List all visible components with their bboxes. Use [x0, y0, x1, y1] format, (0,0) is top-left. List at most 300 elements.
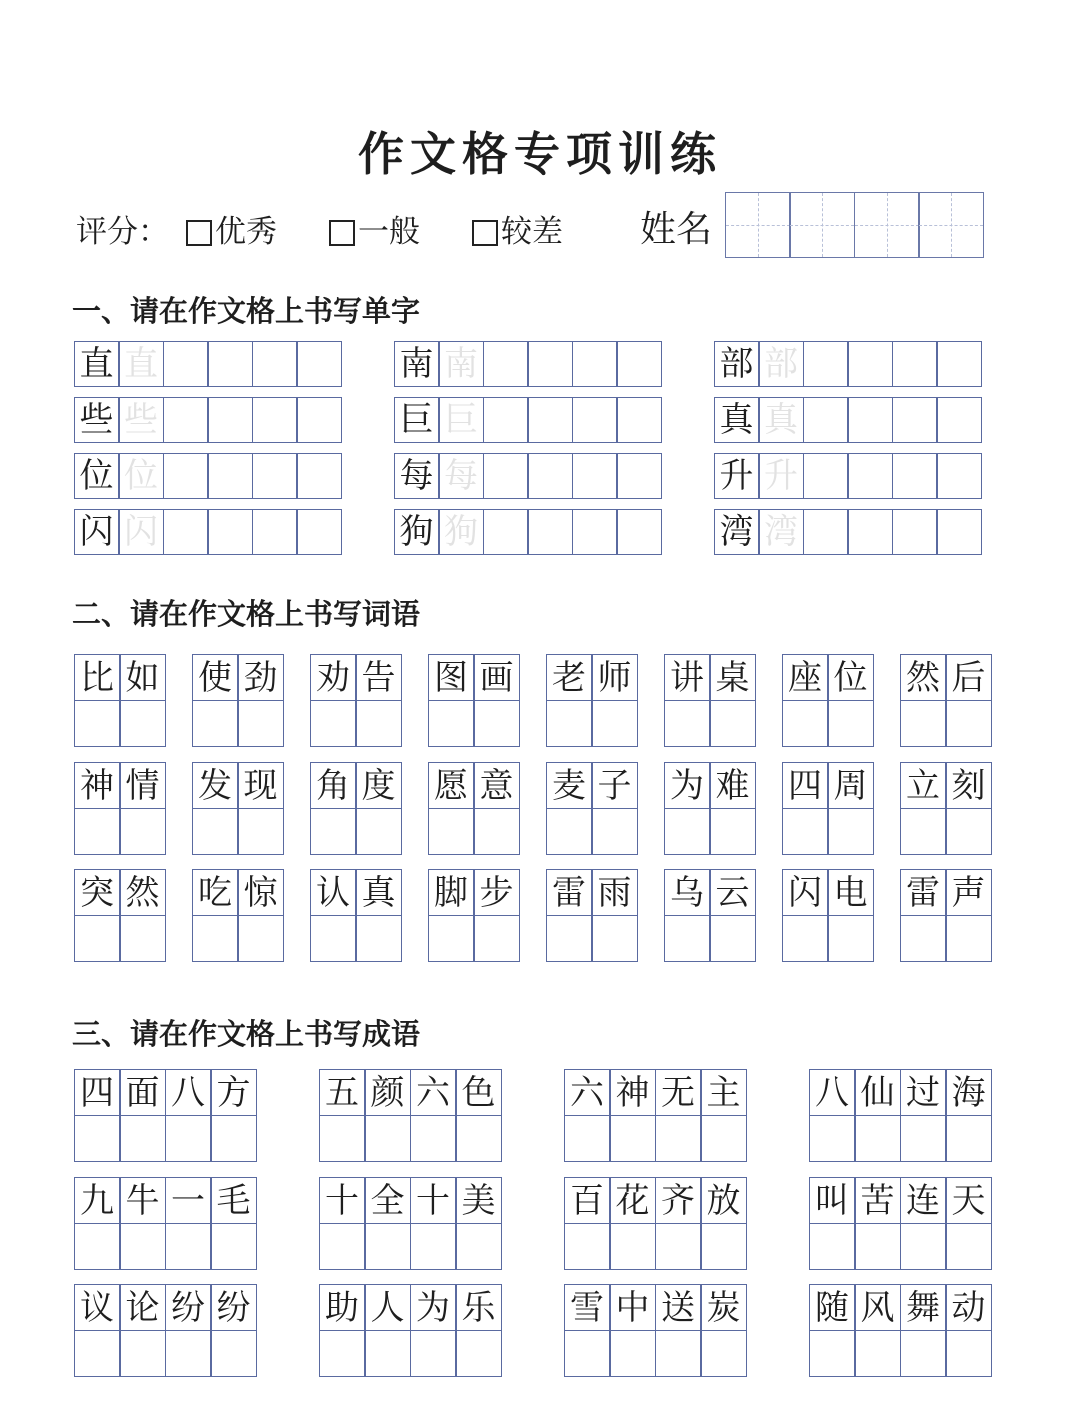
trace-char-cell[interactable]: 南: [438, 341, 484, 387]
word-char-cell: 角: [310, 762, 357, 809]
empty-writing-cell[interactable]: [572, 453, 618, 499]
word-char-cell: 位: [827, 654, 874, 701]
word-model-row: [311, 654, 402, 701]
idiom-grid: [565, 1284, 747, 1377]
idiom-char-cell: 中: [609, 1284, 656, 1331]
checkbox-icon[interactable]: [329, 220, 355, 246]
word-grid: [901, 654, 992, 747]
idiom-grid: [810, 1177, 992, 1270]
word-char-cell: 麦: [546, 762, 593, 809]
idiom-char-cell: 齐: [655, 1177, 702, 1224]
idiom-char-cell: 十: [319, 1177, 366, 1224]
word-char-cell: 电: [827, 869, 874, 916]
word-writing-row: [193, 915, 284, 962]
word-grid: [665, 654, 756, 747]
word-writing-row: [193, 808, 284, 855]
empty-writing-cell[interactable]: [192, 700, 239, 747]
idiom-char-cell: 面: [119, 1069, 166, 1116]
empty-writing-cell[interactable]: [664, 808, 711, 855]
word-char-cell: 脚: [428, 869, 475, 916]
section-title: 三、请在作文格上书写成语: [72, 1017, 421, 1051]
char-practice-row: [715, 341, 982, 387]
empty-writing-cell[interactable]: [237, 700, 284, 747]
word-char-cell: 发: [192, 762, 239, 809]
empty-writing-cell[interactable]: [527, 453, 573, 499]
word-writing-row: [311, 915, 402, 962]
empty-writing-cell[interactable]: [945, 1330, 992, 1377]
word-writing-row: [901, 915, 992, 962]
idiom-model-row: [75, 1069, 257, 1116]
word-char-cell: 立: [900, 762, 947, 809]
word-model-row: [311, 869, 402, 916]
idiom-model-row: [320, 1177, 502, 1224]
word-model-row: [665, 869, 756, 916]
empty-writing-cell[interactable]: [564, 1115, 611, 1162]
empty-writing-cell[interactable]: [572, 341, 618, 387]
idiom-char-cell: 神: [609, 1069, 656, 1116]
model-char-cell: 直: [74, 341, 120, 387]
word-char-cell: 认: [310, 869, 357, 916]
idiom-model-row: [565, 1284, 747, 1331]
idiom-char-cell: 八: [809, 1069, 856, 1116]
idiom-writing-row: [810, 1223, 992, 1270]
checkbox-icon[interactable]: [472, 220, 498, 246]
empty-writing-cell[interactable]: [827, 915, 874, 962]
empty-writing-cell[interactable]: [163, 509, 209, 555]
idiom-model-row: [565, 1177, 747, 1224]
empty-writing-cell[interactable]: [572, 509, 618, 555]
empty-writing-cell[interactable]: [483, 397, 529, 443]
word-char-cell: 后: [945, 654, 992, 701]
empty-writing-cell[interactable]: [847, 453, 893, 499]
word-model-row: [311, 762, 402, 809]
word-writing-row: [547, 808, 638, 855]
empty-writing-cell[interactable]: [655, 1330, 702, 1377]
word-writing-row: [429, 808, 520, 855]
empty-writing-cell[interactable]: [119, 808, 166, 855]
empty-writing-cell[interactable]: [709, 915, 756, 962]
empty-writing-cell[interactable]: [616, 453, 662, 499]
word-grid: [75, 869, 166, 962]
model-char-cell: 湾: [714, 509, 760, 555]
idiom-writing-row: [320, 1330, 502, 1377]
word-char-cell: 劝: [310, 654, 357, 701]
idiom-writing-row: [320, 1115, 502, 1162]
empty-writing-cell[interactable]: [572, 397, 618, 443]
idiom-grid: [75, 1177, 257, 1270]
section-title: 一、请在作文格上书写单字: [72, 294, 421, 328]
word-writing-row: [665, 700, 756, 747]
word-model-row: [783, 869, 874, 916]
name-cell[interactable]: [725, 192, 791, 258]
empty-writing-cell[interactable]: [527, 397, 573, 443]
empty-writing-cell[interactable]: [892, 453, 938, 499]
empty-writing-cell[interactable]: [564, 1223, 611, 1270]
word-model-row: [429, 762, 520, 809]
word-writing-row: [665, 808, 756, 855]
word-grid: [547, 762, 638, 855]
empty-writing-cell[interactable]: [900, 700, 947, 747]
name-label: 姓名: [640, 209, 713, 250]
empty-writing-cell[interactable]: [355, 808, 402, 855]
empty-writing-cell[interactable]: [709, 808, 756, 855]
empty-writing-cell[interactable]: [74, 1330, 121, 1377]
idiom-char-cell: 连: [900, 1177, 947, 1224]
word-grid: [429, 762, 520, 855]
empty-writing-cell[interactable]: [854, 1330, 901, 1377]
empty-writing-cell[interactable]: [192, 808, 239, 855]
section-title: 二、请在作文格上书写词语: [72, 597, 421, 631]
empty-writing-cell[interactable]: [119, 915, 166, 962]
empty-writing-cell[interactable]: [410, 1115, 457, 1162]
empty-writing-cell[interactable]: [163, 453, 209, 499]
empty-writing-cell[interactable]: [900, 808, 947, 855]
idiom-grid: [320, 1284, 502, 1377]
trace-char-cell[interactable]: 位: [118, 453, 164, 499]
empty-writing-cell[interactable]: [782, 808, 829, 855]
empty-writing-cell[interactable]: [616, 509, 662, 555]
trace-char-cell[interactable]: 湾: [758, 509, 804, 555]
empty-writing-cell[interactable]: [546, 915, 593, 962]
word-writing-row: [75, 915, 166, 962]
empty-writing-cell[interactable]: [252, 509, 298, 555]
empty-writing-cell[interactable]: [945, 808, 992, 855]
empty-writing-cell[interactable]: [854, 1223, 901, 1270]
empty-writing-cell[interactable]: [546, 808, 593, 855]
word-model-row: [665, 762, 756, 809]
empty-writing-cell[interactable]: [945, 915, 992, 962]
word-char-cell: 周: [827, 762, 874, 809]
idiom-char-cell: 五: [319, 1069, 366, 1116]
word-grid: [901, 869, 992, 962]
empty-writing-cell[interactable]: [296, 509, 342, 555]
empty-writing-cell[interactable]: [700, 1330, 747, 1377]
idiom-char-cell: 方: [210, 1069, 257, 1116]
char-practice-row: [715, 509, 982, 555]
empty-writing-cell[interactable]: [410, 1330, 457, 1377]
empty-writing-cell[interactable]: [900, 1115, 947, 1162]
empty-writing-cell[interactable]: [892, 341, 938, 387]
empty-writing-cell[interactable]: [945, 700, 992, 747]
name-cell[interactable]: [789, 192, 855, 258]
idiom-char-cell: 苦: [854, 1177, 901, 1224]
word-char-cell: 雷: [900, 869, 947, 916]
idiom-grid: [320, 1177, 502, 1270]
trace-char-cell[interactable]: 闪: [118, 509, 164, 555]
word-model-row: [783, 762, 874, 809]
name-writing-grid[interactable]: [726, 192, 984, 258]
idiom-char-cell: 舞: [900, 1284, 947, 1331]
word-char-cell: 愿: [428, 762, 475, 809]
empty-writing-cell[interactable]: [700, 1115, 747, 1162]
empty-writing-cell[interactable]: [546, 700, 593, 747]
empty-writing-cell[interactable]: [119, 1223, 166, 1270]
trace-char-cell[interactable]: 部: [758, 341, 804, 387]
word-char-cell: 子: [591, 762, 638, 809]
empty-writing-cell[interactable]: [364, 1115, 411, 1162]
empty-writing-cell[interactable]: [210, 1330, 257, 1377]
empty-writing-cell[interactable]: [655, 1115, 702, 1162]
empty-writing-cell[interactable]: [827, 808, 874, 855]
word-char-cell: 真: [355, 869, 402, 916]
rating-option-poor[interactable]: 较差: [472, 210, 563, 254]
empty-writing-cell[interactable]: [483, 509, 529, 555]
empty-writing-cell[interactable]: [609, 1330, 656, 1377]
empty-writing-cell[interactable]: [936, 341, 982, 387]
empty-writing-cell[interactable]: [936, 453, 982, 499]
word-char-cell: 情: [119, 762, 166, 809]
idiom-grid: [565, 1177, 747, 1270]
empty-writing-cell[interactable]: [803, 509, 849, 555]
name-cell[interactable]: [918, 192, 984, 258]
empty-writing-cell[interactable]: [119, 1330, 166, 1377]
empty-writing-cell[interactable]: [74, 1115, 121, 1162]
trace-char-cell[interactable]: 每: [438, 453, 484, 499]
empty-writing-cell[interactable]: [616, 397, 662, 443]
empty-writing-cell[interactable]: [936, 509, 982, 555]
trace-char-cell[interactable]: 巨: [438, 397, 484, 443]
word-model-row: [547, 869, 638, 916]
empty-writing-cell[interactable]: [847, 397, 893, 443]
empty-writing-cell[interactable]: [319, 1223, 366, 1270]
word-char-cell: 声: [945, 869, 992, 916]
word-writing-row: [311, 700, 402, 747]
char-practice-row: [75, 509, 342, 555]
empty-writing-cell[interactable]: [900, 915, 947, 962]
empty-writing-cell[interactable]: [945, 1223, 992, 1270]
empty-writing-cell[interactable]: [892, 509, 938, 555]
empty-writing-cell[interactable]: [483, 453, 529, 499]
word-model-row: [429, 654, 520, 701]
word-grid: [901, 762, 992, 855]
empty-writing-cell[interactable]: [664, 915, 711, 962]
empty-writing-cell[interactable]: [207, 453, 253, 499]
empty-writing-cell[interactable]: [455, 1330, 502, 1377]
empty-writing-cell[interactable]: [803, 397, 849, 443]
empty-writing-cell[interactable]: [803, 453, 849, 499]
idiom-char-cell: 天: [945, 1177, 992, 1224]
idiom-char-cell: 炭: [700, 1284, 747, 1331]
empty-writing-cell[interactable]: [364, 1223, 411, 1270]
word-model-row: [547, 762, 638, 809]
empty-writing-cell[interactable]: [527, 509, 573, 555]
word-char-cell: 意: [473, 762, 520, 809]
trace-char-cell[interactable]: 狗: [438, 509, 484, 555]
empty-writing-cell[interactable]: [700, 1223, 747, 1270]
empty-writing-cell[interactable]: [310, 700, 357, 747]
word-char-cell: 比: [74, 654, 121, 701]
empty-writing-cell[interactable]: [319, 1330, 366, 1377]
empty-writing-cell[interactable]: [782, 700, 829, 747]
empty-writing-cell[interactable]: [163, 341, 209, 387]
idiom-char-cell: 议: [74, 1284, 121, 1331]
empty-writing-cell[interactable]: [655, 1223, 702, 1270]
empty-writing-cell[interactable]: [355, 915, 402, 962]
trace-char-cell[interactable]: 升: [758, 453, 804, 499]
empty-writing-cell[interactable]: [74, 808, 121, 855]
empty-writing-cell[interactable]: [809, 1330, 856, 1377]
word-writing-row: [783, 915, 874, 962]
word-grid: [665, 762, 756, 855]
trace-char-cell[interactable]: 直: [118, 341, 164, 387]
idiom-char-cell: 放: [700, 1177, 747, 1224]
empty-writing-cell[interactable]: [473, 808, 520, 855]
empty-writing-cell[interactable]: [355, 700, 402, 747]
empty-writing-cell[interactable]: [782, 915, 829, 962]
word-writing-row: [783, 808, 874, 855]
empty-writing-cell[interactable]: [310, 808, 357, 855]
empty-writing-cell[interactable]: [473, 700, 520, 747]
empty-writing-cell[interactable]: [165, 1115, 212, 1162]
word-char-cell: 神: [74, 762, 121, 809]
idiom-char-cell: 无: [655, 1069, 702, 1116]
idiom-char-cell: 美: [455, 1177, 502, 1224]
char-practice-row: [395, 397, 662, 443]
word-model-row: [901, 762, 992, 809]
empty-writing-cell[interactable]: [74, 915, 121, 962]
word-model-row: [193, 762, 284, 809]
idiom-writing-row: [320, 1223, 502, 1270]
empty-writing-cell[interactable]: [310, 915, 357, 962]
model-char-cell: 南: [394, 341, 440, 387]
empty-writing-cell[interactable]: [803, 341, 849, 387]
empty-writing-cell[interactable]: [319, 1115, 366, 1162]
empty-writing-cell[interactable]: [527, 341, 573, 387]
char-practice-row: [75, 341, 342, 387]
word-grid: [75, 654, 166, 747]
empty-writing-cell[interactable]: [473, 915, 520, 962]
empty-writing-cell[interactable]: [809, 1223, 856, 1270]
empty-writing-cell[interactable]: [192, 915, 239, 962]
idiom-model-row: [320, 1069, 502, 1116]
empty-writing-cell[interactable]: [296, 341, 342, 387]
idiom-char-cell: 海: [945, 1069, 992, 1116]
empty-writing-cell[interactable]: [709, 700, 756, 747]
word-grid: [783, 762, 874, 855]
word-char-cell: 如: [119, 654, 166, 701]
empty-writing-cell[interactable]: [207, 397, 253, 443]
name-cell[interactable]: [854, 192, 920, 258]
empty-writing-cell[interactable]: [455, 1115, 502, 1162]
empty-writing-cell[interactable]: [591, 808, 638, 855]
idiom-grid: [320, 1069, 502, 1162]
empty-writing-cell[interactable]: [210, 1115, 257, 1162]
empty-writing-cell[interactable]: [847, 341, 893, 387]
idiom-grid: [75, 1284, 257, 1377]
idiom-grid: [810, 1284, 992, 1377]
empty-writing-cell[interactable]: [364, 1330, 411, 1377]
empty-writing-cell[interactable]: [237, 915, 284, 962]
empty-writing-cell[interactable]: [207, 509, 253, 555]
idiom-char-cell: 主: [700, 1069, 747, 1116]
word-grid: [193, 654, 284, 747]
word-writing-row: [429, 700, 520, 747]
word-writing-row: [547, 915, 638, 962]
word-char-cell: 难: [709, 762, 756, 809]
empty-writing-cell[interactable]: [207, 341, 253, 387]
empty-writing-cell[interactable]: [165, 1223, 212, 1270]
idiom-char-cell: 花: [609, 1177, 656, 1224]
word-writing-row: [665, 915, 756, 962]
model-char-cell: 狗: [394, 509, 440, 555]
empty-writing-cell[interactable]: [74, 700, 121, 747]
empty-writing-cell[interactable]: [163, 397, 209, 443]
empty-writing-cell[interactable]: [945, 1115, 992, 1162]
empty-writing-cell[interactable]: [119, 1115, 166, 1162]
empty-writing-cell[interactable]: [296, 453, 342, 499]
idiom-char-cell: 色: [455, 1069, 502, 1116]
word-writing-row: [547, 700, 638, 747]
empty-writing-cell[interactable]: [892, 397, 938, 443]
empty-writing-cell[interactable]: [252, 341, 298, 387]
char-practice-row: [395, 341, 662, 387]
model-char-cell: 部: [714, 341, 760, 387]
idiom-char-cell: 送: [655, 1284, 702, 1331]
word-model-row: [901, 654, 992, 701]
empty-writing-cell[interactable]: [900, 1330, 947, 1377]
empty-writing-cell[interactable]: [827, 700, 874, 747]
empty-writing-cell[interactable]: [74, 1223, 121, 1270]
word-grid: [429, 869, 520, 962]
empty-writing-cell[interactable]: [664, 700, 711, 747]
empty-writing-cell[interactable]: [591, 700, 638, 747]
model-char-cell: 些: [74, 397, 120, 443]
empty-writing-cell[interactable]: [936, 397, 982, 443]
empty-writing-cell[interactable]: [616, 341, 662, 387]
idiom-char-cell: 为: [410, 1284, 457, 1331]
idiom-char-cell: 牛: [119, 1177, 166, 1224]
model-char-cell: 位: [74, 453, 120, 499]
empty-writing-cell[interactable]: [119, 700, 166, 747]
empty-writing-cell[interactable]: [564, 1330, 611, 1377]
empty-writing-cell[interactable]: [296, 397, 342, 443]
word-writing-row: [783, 700, 874, 747]
word-model-row: [665, 654, 756, 701]
empty-writing-cell[interactable]: [252, 397, 298, 443]
empty-writing-cell[interactable]: [165, 1330, 212, 1377]
empty-writing-cell[interactable]: [210, 1223, 257, 1270]
idiom-char-cell: 十: [410, 1177, 457, 1224]
empty-writing-cell[interactable]: [854, 1115, 901, 1162]
empty-writing-cell[interactable]: [609, 1115, 656, 1162]
empty-writing-cell[interactable]: [428, 700, 475, 747]
empty-writing-cell[interactable]: [483, 341, 529, 387]
idiom-char-cell: 过: [900, 1069, 947, 1116]
model-char-cell: 升: [714, 453, 760, 499]
empty-writing-cell[interactable]: [455, 1223, 502, 1270]
empty-writing-cell[interactable]: [428, 808, 475, 855]
empty-writing-cell[interactable]: [410, 1223, 457, 1270]
empty-writing-cell[interactable]: [428, 915, 475, 962]
char-practice-row: [715, 397, 982, 443]
empty-writing-cell[interactable]: [591, 915, 638, 962]
word-grid: [547, 869, 638, 962]
empty-writing-cell[interactable]: [847, 509, 893, 555]
word-model-row: [75, 869, 166, 916]
rating-option-average[interactable]: 一般: [329, 210, 420, 254]
idiom-model-row: [75, 1177, 257, 1224]
empty-writing-cell[interactable]: [609, 1223, 656, 1270]
empty-writing-cell[interactable]: [252, 453, 298, 499]
checkbox-icon[interactable]: [186, 220, 212, 246]
trace-char-cell[interactable]: 些: [118, 397, 164, 443]
empty-writing-cell[interactable]: [809, 1115, 856, 1162]
trace-char-cell[interactable]: 真: [758, 397, 804, 443]
idiom-grid: [810, 1069, 992, 1162]
empty-writing-cell[interactable]: [237, 808, 284, 855]
empty-writing-cell[interactable]: [900, 1223, 947, 1270]
rating-option-excellent[interactable]: 优秀: [186, 210, 277, 254]
